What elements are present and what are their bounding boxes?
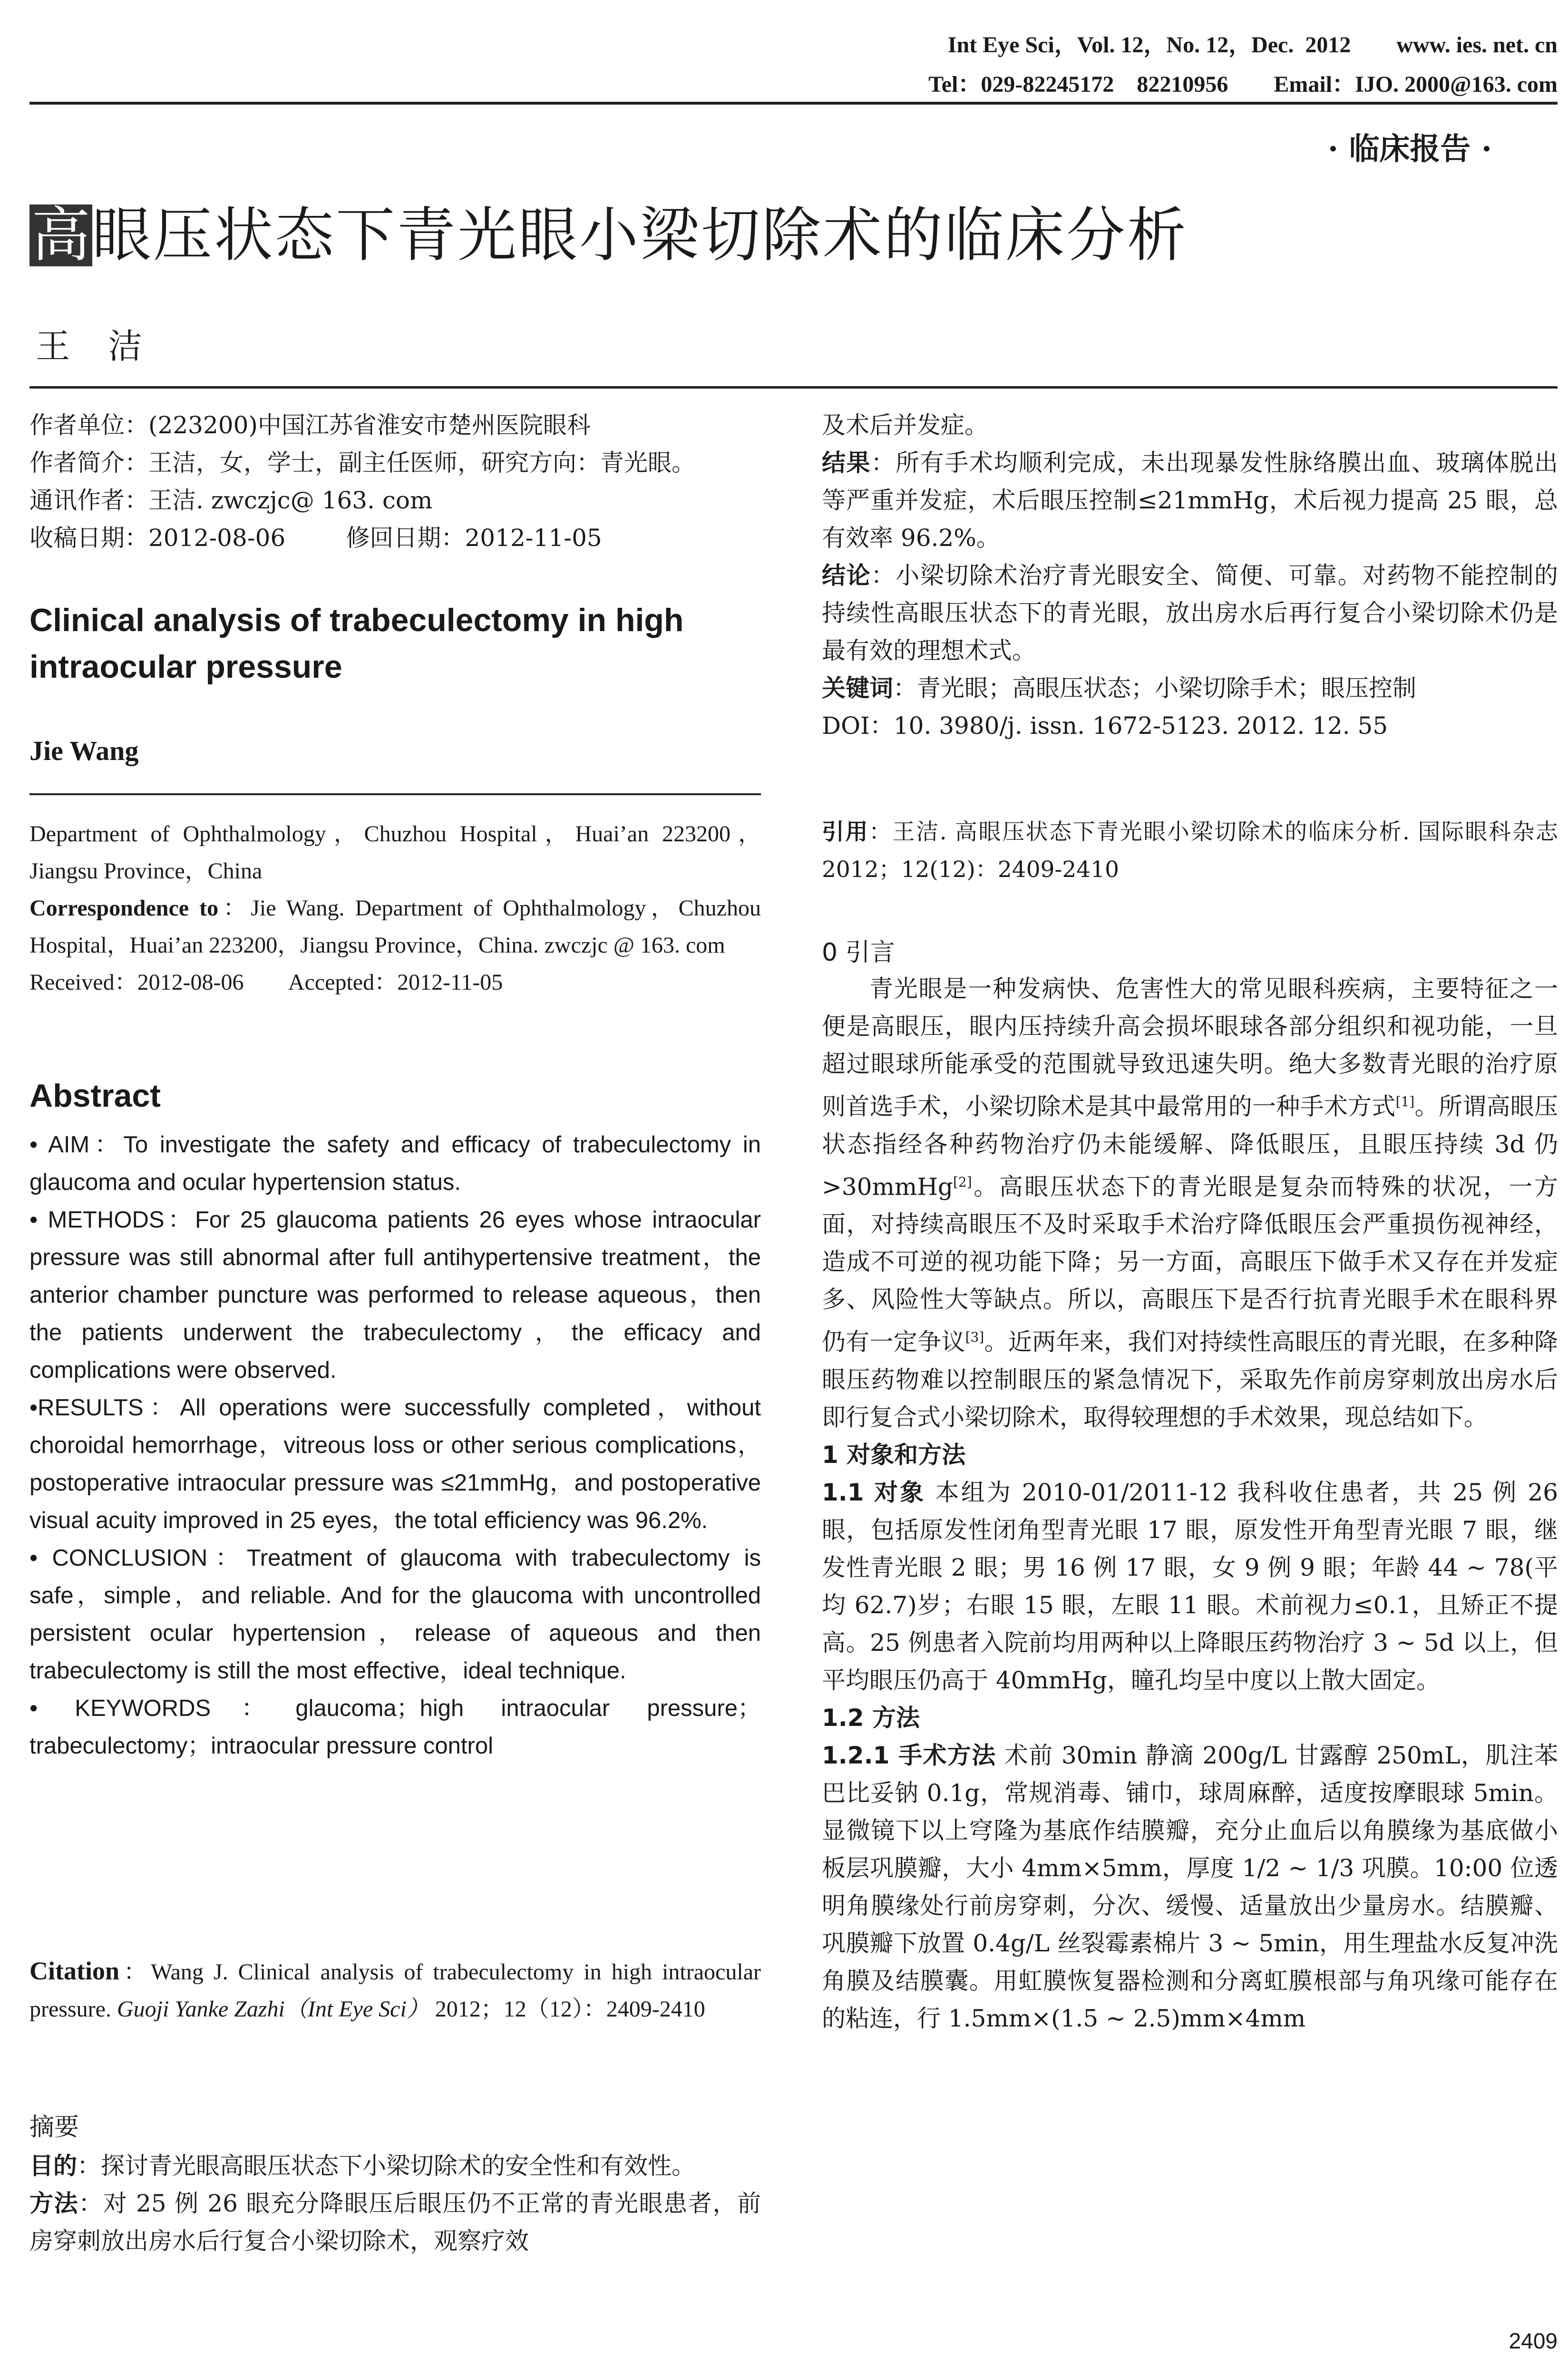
method-label: 方法 [29,2190,79,2217]
section-12-heading: 1.2 方法 [822,1704,920,1732]
zhaiyao-heading: 摘要 [29,2113,79,2142]
aim-text: ：探讨青光眼高眼压状态下小梁切除术的安全性和有效性。 [77,2152,695,2180]
aim-label: 目的 [29,2152,77,2180]
result-label: 结果 [822,449,871,477]
section-label: · 临床报告 · [1327,131,1492,167]
intro-paragraph: 青光眼是一种发病快、危害性大的常见眼科疾病，主要特征之一便是高眼压，眼内压持续升高会损坏眼球各部分组织和视功能，一旦超过眼球所能承受的范围就导致迅速失明。绝大多数青光眼的治疗原则首选手术，小梁切除术是其中最常用的一种手术方式[1]。所谓高眼压状态指经各种药物治疗仍未能缓解、降低眼压，且眼压持续 3d 仍 >30mmHg[2]。高眼压状态下的青光眼是复杂而特殊的状况，一方面，对持续高眼压不及时采取手术治疗降低眼压会严重损伤视神经，造成不可逆的视功能下降；另一方面，高眼压下做手术又存在并发症多、风险性大等缺点。所以，高眼压下是否行抗青光眼手术在眼科界仍有一定争议[3]。近两年来，我们对持续性高眼压的青光眼，在多种降眼压药物难以控制眼压的紧急情况下，采取先作前房穿刺放出房水后即行复合式小梁切除术，取得较理想的手术效果，现总结如下。 [822,975,1558,1431]
abstract-results: •RESULTS：All operations were successfully completed，without choroidal hemorrhage，vitreous loss or other serious complications，postoperative intraocular pressure was ≤21mmHg，and postoperative visual acuity improved in 25 eyes，the total efficiency was 96.2%. [29,1395,761,1533]
citation-cn [822,813,1558,888]
zhaiyao-right [822,407,1558,745]
intro-heading: 0 引言 [822,938,895,967]
author-en-rule [29,793,761,795]
meta-en [29,816,761,1001]
dates-en: Received：2012-08-06 Accepted：2012-11-05 [29,970,503,995]
conclusion-text: ：小梁切除术治疗青光眼安全、简便、可靠。对药物不能控制的持续性高眼压状态下的青光眼，放出房水后再行复合小梁切除术仍是最有效的理想术式。 [822,562,1558,664]
title-cn-text: 眼压状态下青光眼小梁切除术的临床分析 [92,201,1188,270]
citation-text1: ：Wang J. Clinical analysis of trabeculectomy in high intraocular pressure. [29,1959,761,2022]
title-en: Clinical analysis of trabeculectomy in high intraocular pressure [29,602,684,685]
author-cn: 王洁 [36,326,181,366]
author-en: Jie Wang [29,735,139,766]
correspondence-text: ：Jie Wang. Department of Ophthalmology，Chuzhou Hospital，Huai’an 223200，Jiangsu Province，China. zwczjc @ 163. com [29,896,761,958]
method-cont: 及术后并发症。 [822,411,988,439]
keywords-label: 关键词 [822,674,893,702]
citation-en [29,1952,761,2028]
dates-cn: 收稿日期：2012-08-06 修回日期：2012-11-05 [29,524,602,552]
ref-3: [3] [965,1329,984,1345]
citation-label: Citation [29,1957,119,1985]
author-intro: 作者简介：王洁，女，学士，副主任医师，研究方向：青光眼。 [29,449,695,477]
cite-cn-text: ：王洁. 高眼压状态下青光眼小梁切除术的临床分析. 国际眼科杂志 2012；12(12)：2409-2410 [822,819,1558,883]
intro-body [822,970,1558,2037]
department: Department of Ophthalmology，Chuzhou Hospital，Huai’an 223200，Jiangsu Province，China [29,821,761,884]
citation-text2: 2012；12（12）：2409-2410 [429,1997,705,2022]
abstract-keywords: • KEYWORDS：glaucoma；high intraocular pressure；trabeculectomy；intraocular pressure control [29,1695,761,1759]
zhaiyao-left [29,2147,761,2260]
journal-header-line2: Tel：029-82245172 82210956 Email：IJO. 2000@163. com [928,72,1558,97]
meta-cn [29,407,761,557]
author-rule [29,386,1558,389]
page-number: 2409 [1509,2328,1558,2353]
header-rule [29,102,1558,105]
section-1-heading: 1 对象和方法 [822,1441,966,1469]
s121-label: 1.2.1 手术方法 [822,1741,996,1769]
correspondence [29,890,761,964]
cite-cn-label: 引用 [822,819,869,845]
correspondence-label: Correspondence to [29,896,219,921]
abstract-en [29,1126,761,1765]
author-unit: 作者单位：(223200)中国江苏省淮安市楚州医院眼科 [29,411,591,439]
abstract-methods: • METHODS：For 25 glaucoma patients 26 eyes whose intraocular pressure was still abnormal after full antihypertensive treatment，the anterior chamber puncture was performed to release aqueous，then the patients underwent the trabeculectomy，the efficacy and complications were observed. [29,1207,761,1383]
abstract-aim: • AIM：To investigate the safety and efficacy of trabeculectomy in glaucoma and ocular hypertension status. [29,1132,761,1195]
corresponding-author: 通讯作者：王洁. zwczjc@ 163. com [29,487,433,514]
title-cn [29,201,1188,270]
method-text: ：对 25 例 26 眼充分降眼压后眼压仍不正常的青光眼患者，前房穿刺放出房水后行复合小梁切除术，观察疗效 [29,2190,761,2255]
result-text: ：所有手术均顺利完成，未出现暴发性脉络膜出血、玻璃体脱出等严重并发症，术后眼压控制≤21mmHg，术后视力提高 25 眼，总有效率 96.2%。 [822,449,1558,552]
citation-journal: Guoji Yanke Zazhi（Int Eye Sci） [117,1997,429,2022]
journal-header-line1: Int Eye Sci，Vol. 12，No. 12，Dec. 2012 www. ies. net. cn [947,32,1558,58]
abstract-heading: Abstract [29,1078,161,1114]
title-cn-dropcap: 高 [29,205,92,266]
s11-text: 本组为 2010-01/2011-12 我科收住患者，共 25 例 26 眼，包括原发性闭角型青光眼 17 眼，原发性开角型青光眼 7 眼，继发性青光眼 2 眼；男 16 例 17 眼，女 9 例 9 眼；年龄 44 ~ 78(平均 62.7)岁；右眼 15 眼，左眼 11 眼。术前视力≤0.1，且矫正不提高。25 例患者入院前均用两种以上降眼压药物治疗 3 ~ 5d 以上，但平均眼压仍高于 40mmHg，瞳孔均呈中度以上散大固定。 [822,1478,1558,1694]
s11-label: 1.1 对象 [822,1478,926,1506]
ref-1: [1] [1395,1094,1415,1110]
keywords-text: ：青光眼；高眼压状态；小梁切除手术；眼压控制 [893,674,1416,702]
s121-text: 术前 30min 静滴 200g/L 甘露醇 250mL，肌注苯巴比妥钠 0.1g，常规消毒、铺巾，球周麻醉，适度按摩眼球 5min。显微镜下以上穹隆为基底作结膜瓣，充分止血后以角膜缘为基底做小板层巩膜瓣，大小 4mm×5mm，厚度 1/2 ~ 1/3 巩膜。10:00 位透明角膜缘处行前房穿刺，分次、缓慢、适量放出少量房水。结膜瓣、巩膜瓣下放置 0.4g/L 丝裂霉素棉片 3 ~ 5min，用生理盐水反复冲洗角膜及结膜囊。用虹膜恢复器检测和分离虹膜根部与角巩缘可能存在的粘连，行 1.5mm×(1.5 ~ 2.5)mm×4mm [822,1741,1558,2032]
ref-2: [2] [953,1174,972,1190]
doi: DOI：10. 3980/j. issn. 1672-5123. 2012. 12. 55 [822,712,1388,740]
conclusion-label: 结论 [822,562,871,589]
abstract-conclusion: • CONCLUSION：Treatment of glaucoma with trabeculectomy is safe，simple，and reliable. And for the glaucoma with uncontrolled persistent ocular hypertension，release of aqueous and then trabeculectomy is still the most effective，ideal technique. [29,1545,761,1684]
